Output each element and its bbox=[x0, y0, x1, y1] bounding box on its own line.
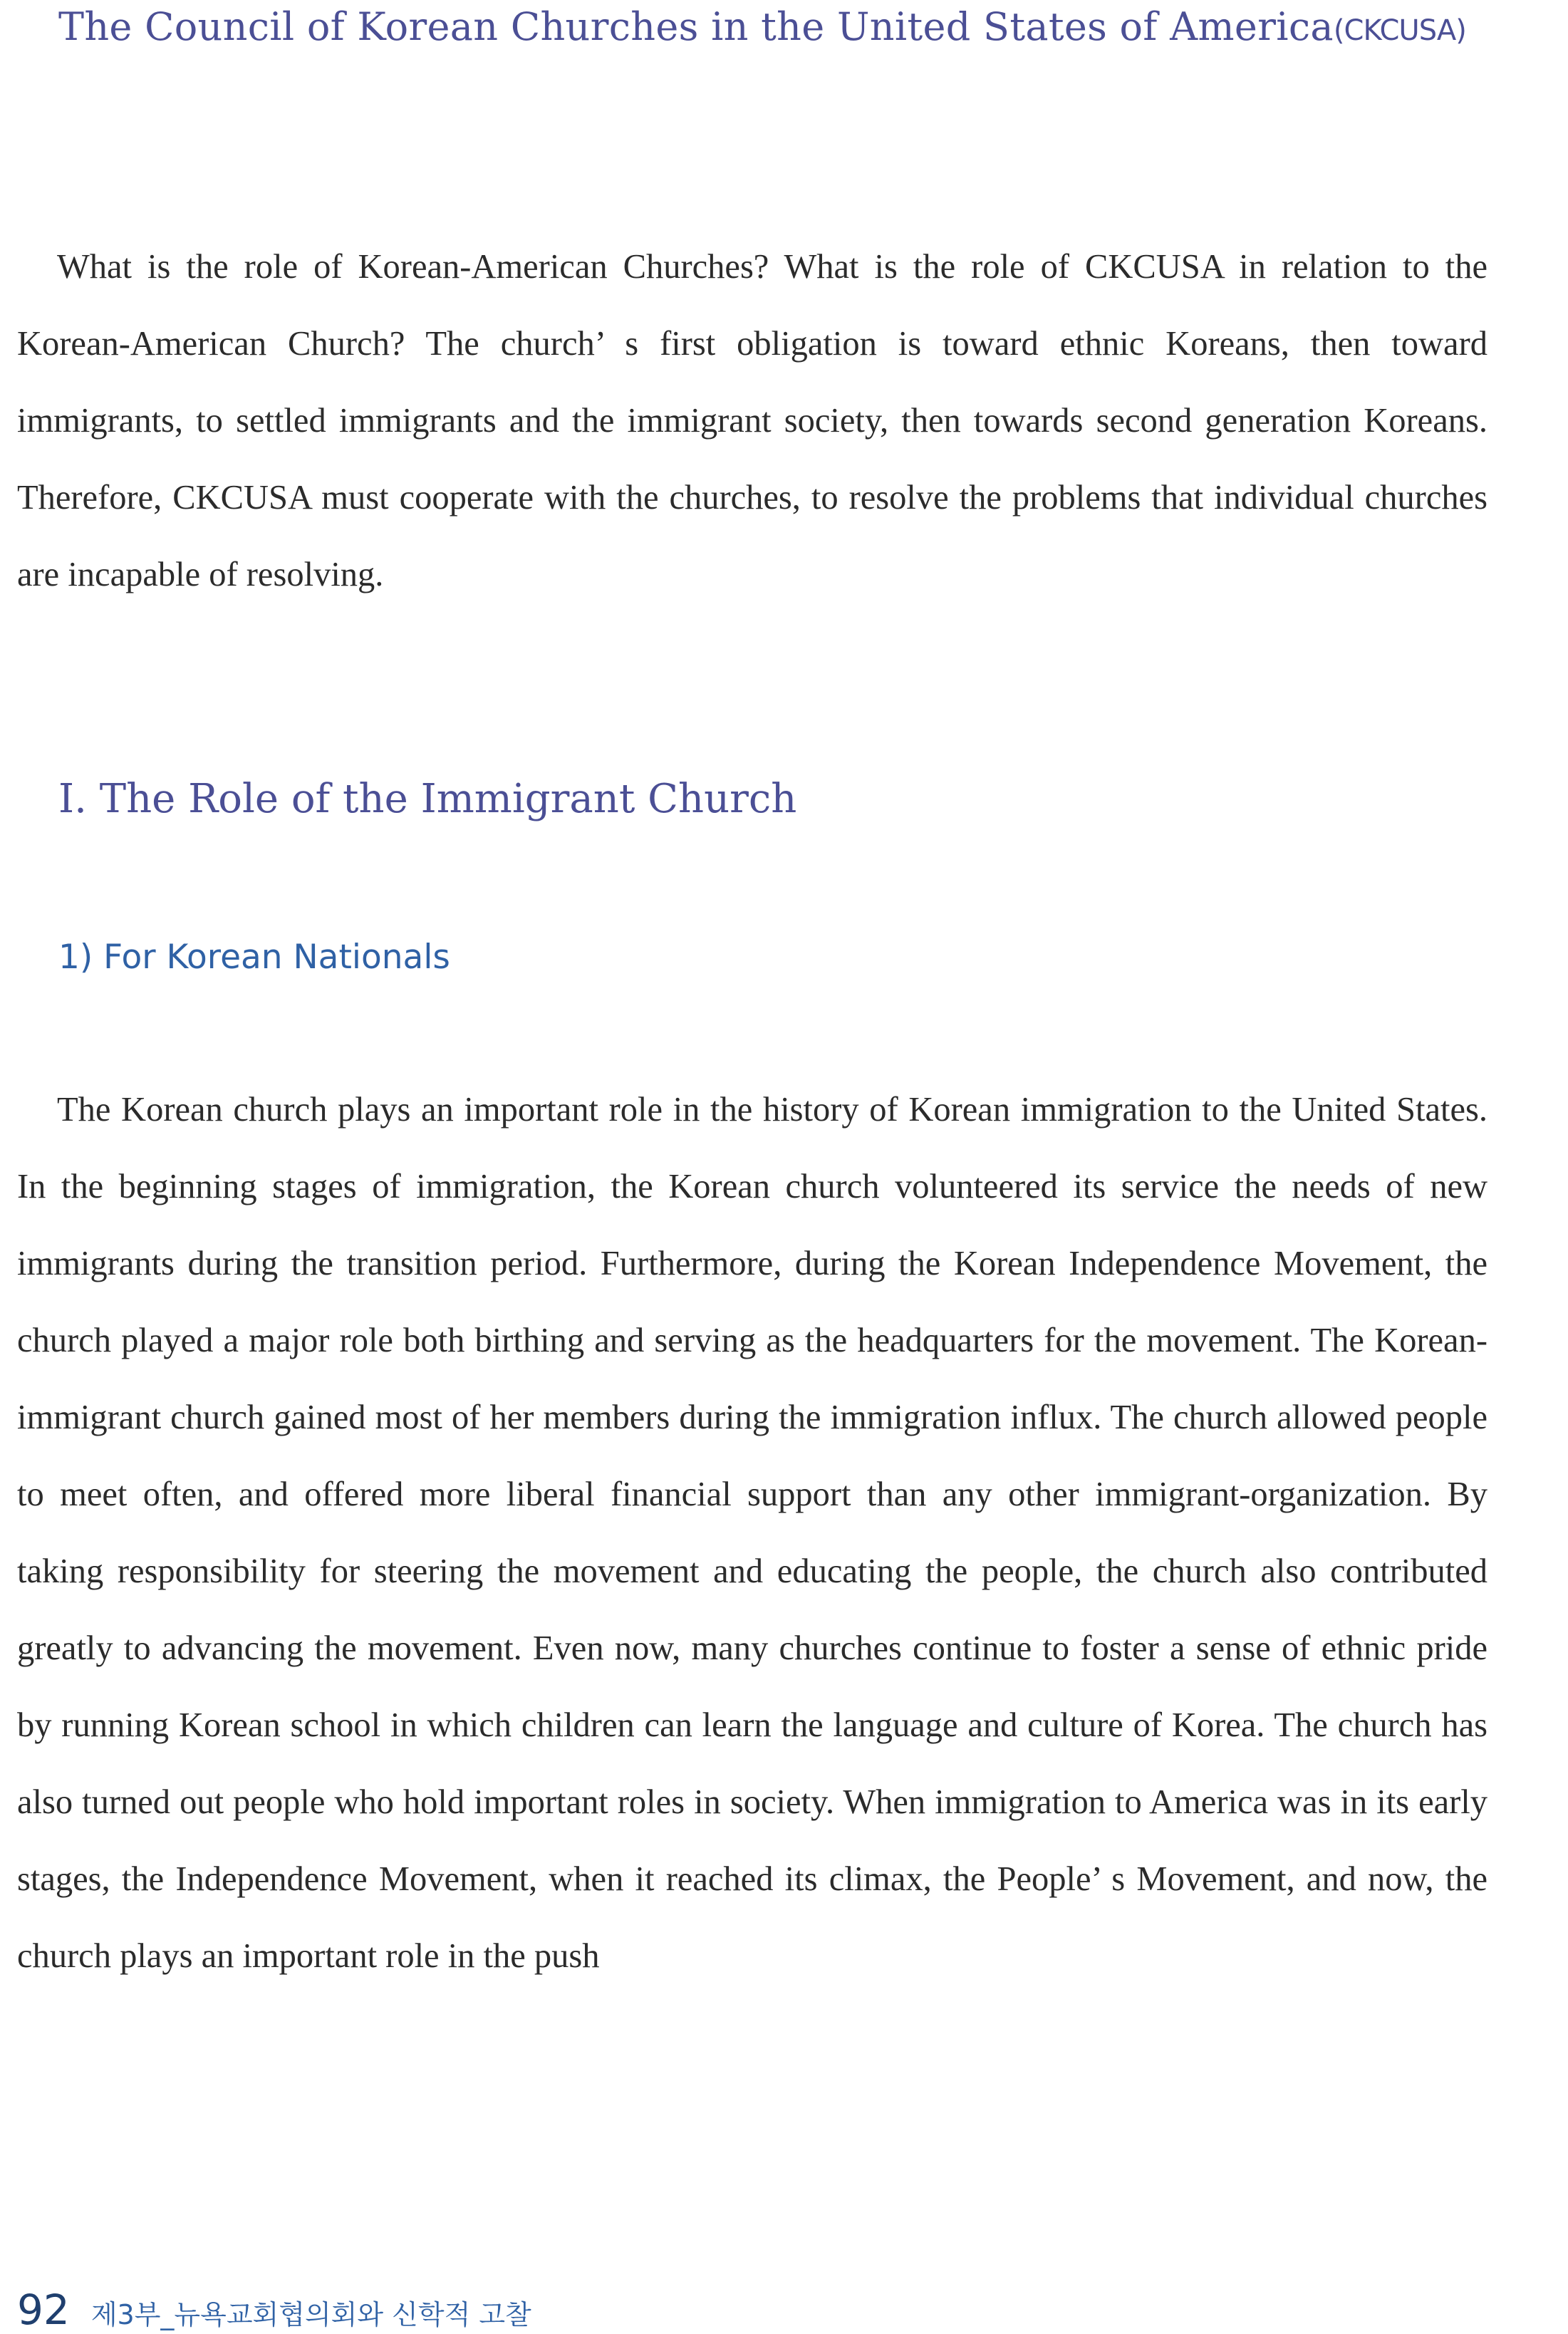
page-number: 92 bbox=[17, 2286, 70, 2334]
footer-running-title: 제3부_뉴욕교회협의회와 신학적 고찰 bbox=[90, 2299, 531, 2330]
page-footer bbox=[17, 2286, 531, 2334]
subsection-heading: 1) For Korean Nationals bbox=[58, 938, 450, 977]
section-heading: I. The Role of the Immigrant Church bbox=[58, 776, 797, 822]
intro-paragraph: What is the role of Korean-American Churches? What is the role of CKCUSA in relation to the Korean-American Church? The church’ s first obligation is toward ethnic Koreans, then toward immigrants, to settled immigrants and the immigrant society, then towards second generation Koreans. Therefore, CKCUSA must cooperate with the churches, to resolve the problems that individual churches are incapable of resolving. bbox=[17, 248, 1487, 593]
header-title-text: The Council of Korean Churches in the United States of America bbox=[58, 4, 1334, 49]
body-paragraph: The Korean church plays an important role in the history of Korean immigration to the United States. In the beginning stages of immigration, the Korean church volunteered its service the needs of new immigrants during the transition period. Furthermore, during the Korean Independence Movement, the church played a major role both birthing and serving as the headquarters for the movement. The Korean-immigrant church gained most of her members during the immigration influx. The church allowed people to meet often, and offered more liberal financial support than any other immigrant-organization. By taking responsibility for steering the movement and educating the people, the church also contributed greatly to advancing the movement. Even now, many churches continue to foster a sense of ethnic pride by running Korean school in which children can learn the language and culture of Korea. The church has also turned out people who hold important roles in society. When immigration to America was in its early stages, the Independence Movement, when it reached its climax, the People’ s Movement, and now, the church plays an important role in the push bbox=[17, 1091, 1487, 1975]
header-abbreviation: (CKCUSA) bbox=[1333, 14, 1466, 47]
running-header-title bbox=[58, 4, 1466, 49]
